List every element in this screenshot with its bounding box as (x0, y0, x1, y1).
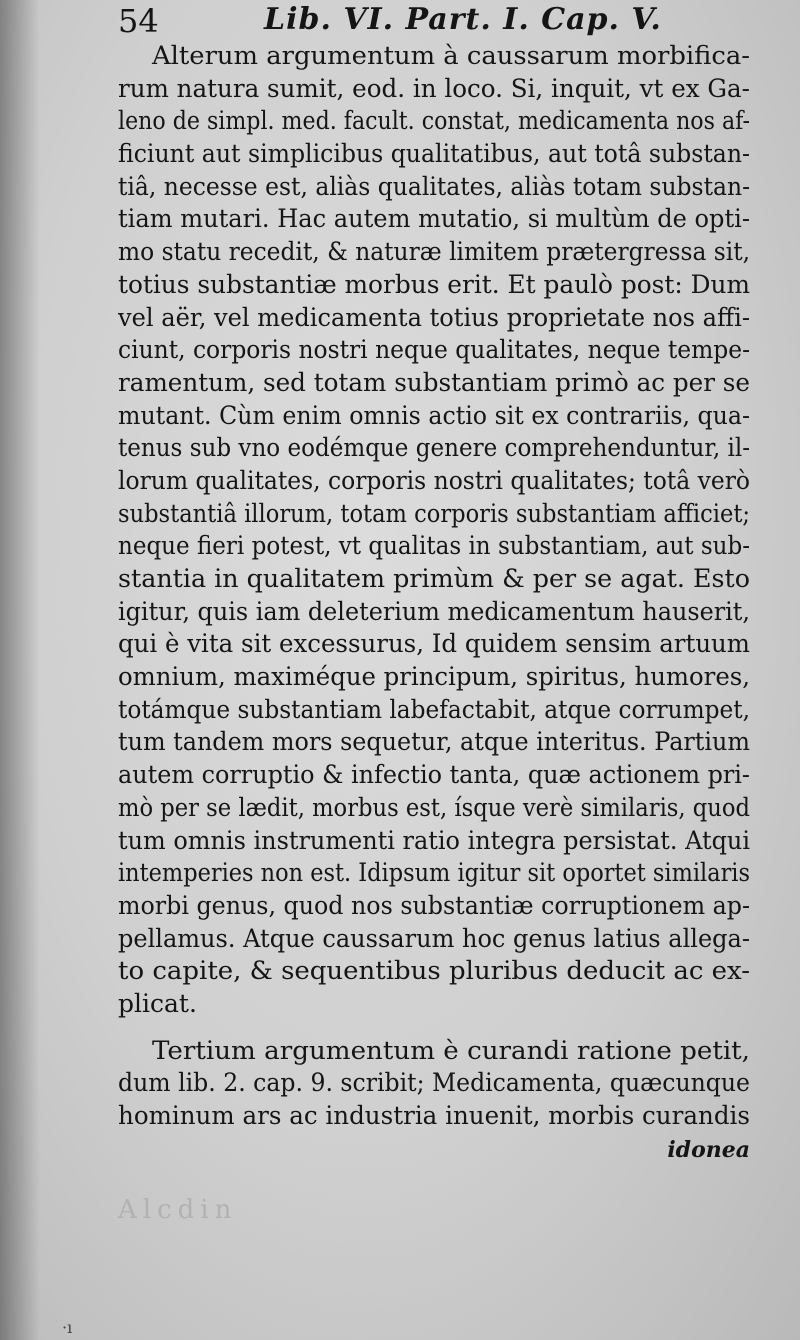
body-text (118, 40, 750, 1165)
text-line: qui è vita sit excessurus, Id quidem sensim artuum (118, 629, 750, 659)
text-line: mo statu recedit, & naturæ limitem prætergressa sit, (118, 237, 750, 267)
text-line: neque fieri potest, vt qualitas in substantiam, aut sub- (118, 531, 750, 561)
text-line: tiâ, necesse est, aliàs qualitates, aliàs totam substan- (118, 171, 750, 201)
paragraph-container (118, 40, 750, 1133)
text-line: pellamus. Atque caussarum hoc genus latius allega- (118, 923, 750, 953)
paragraph-gap (118, 1021, 750, 1035)
text-line: omnium, maximéque principum, spiritus, humores, (118, 662, 750, 692)
text-line: stantia in qualitatem primùm & per se agat. Esto (118, 564, 750, 593)
text-line: mò per se lædit, morbus est, ísque verè similaris, quod (118, 792, 750, 822)
text-line: intemperies non est. Idipsum igitur sit oportet similaris (118, 858, 750, 888)
text-line: ciunt, corporis nostri neque qualitates, neque tempe- (118, 335, 750, 365)
text-line: hominum ars ac industria inuenit, morbis curandis (118, 1101, 750, 1130)
text-line: substantiâ illorum, totam corporis substantiam afficiet; (118, 498, 750, 528)
text-line: totámque substantiam labefactabit, atque corrumpet, (118, 694, 750, 724)
text-line: dum lib. 2. cap. 9. scribit; Medicamenta, quæcunque (118, 1068, 750, 1098)
text-line: Tertium argumentum è curandi ratione petit, (152, 1035, 750, 1065)
text-line: vel aër, vel medicamenta totius proprietate nos affi- (118, 302, 750, 332)
text-line: tenus sub vno eodémque genere comprehenduntur, il- (118, 433, 750, 463)
text-line: totius substantiæ morbus erit. Et paulò post: Dum (118, 269, 750, 299)
text-line: plicat. (118, 988, 197, 1018)
text-line: igitur, quis iam deleterium medicamentum hauserit, (118, 596, 750, 626)
text-line: Alterum argumentum à caussarum morbifica- (152, 41, 750, 70)
text-line: morbi genus, quod nos substantiæ corruptionem ap- (118, 890, 750, 920)
text-line: autem corruptio & infectio tanta, quæ actionem pri- (118, 760, 750, 790)
text-line: ramentum, sed totam substantiam primò ac per se (118, 367, 750, 397)
bottom-mark: ·ı (62, 1318, 73, 1337)
page-header (118, 2, 758, 42)
running-head: Lib. VI. Part. I. Cap. V. (264, 2, 662, 37)
text-line: tum tandem mors sequetur, atque interitus. Partium (118, 727, 750, 757)
spine-shadow (0, 0, 40, 1340)
text-line: leno de simpl. med. facult. constat, medicamenta nos af- (118, 106, 750, 136)
text-line: tiam mutari. Hac autem mutatio, si multùm de opti- (118, 204, 750, 234)
paragraph (118, 40, 750, 1021)
paragraph (118, 1035, 750, 1133)
text-line: ficiunt aut simplicibus qualitatibus, aut totâ substan- (118, 139, 750, 169)
catchword-line (118, 1133, 750, 1166)
text-line: mutant. Cùm enim omnis actio sit ex contrariis, qua- (118, 400, 750, 430)
catchword: idonea (667, 1136, 750, 1163)
text-line: lorum qualitates, corporis nostri qualitates; totâ verò (118, 465, 750, 495)
bleed-through-text: Alcdin (118, 1195, 238, 1225)
page-number: 54 (118, 2, 159, 40)
text-line: to capite, & sequentibus pluribus deducit ac ex- (118, 956, 750, 986)
text-line: rum natura sumit, eod. in loco. Si, inquit, vt ex Ga- (118, 73, 750, 103)
text-line: tum omnis instrumenti ratio integra persistat. Atqui (118, 825, 750, 855)
